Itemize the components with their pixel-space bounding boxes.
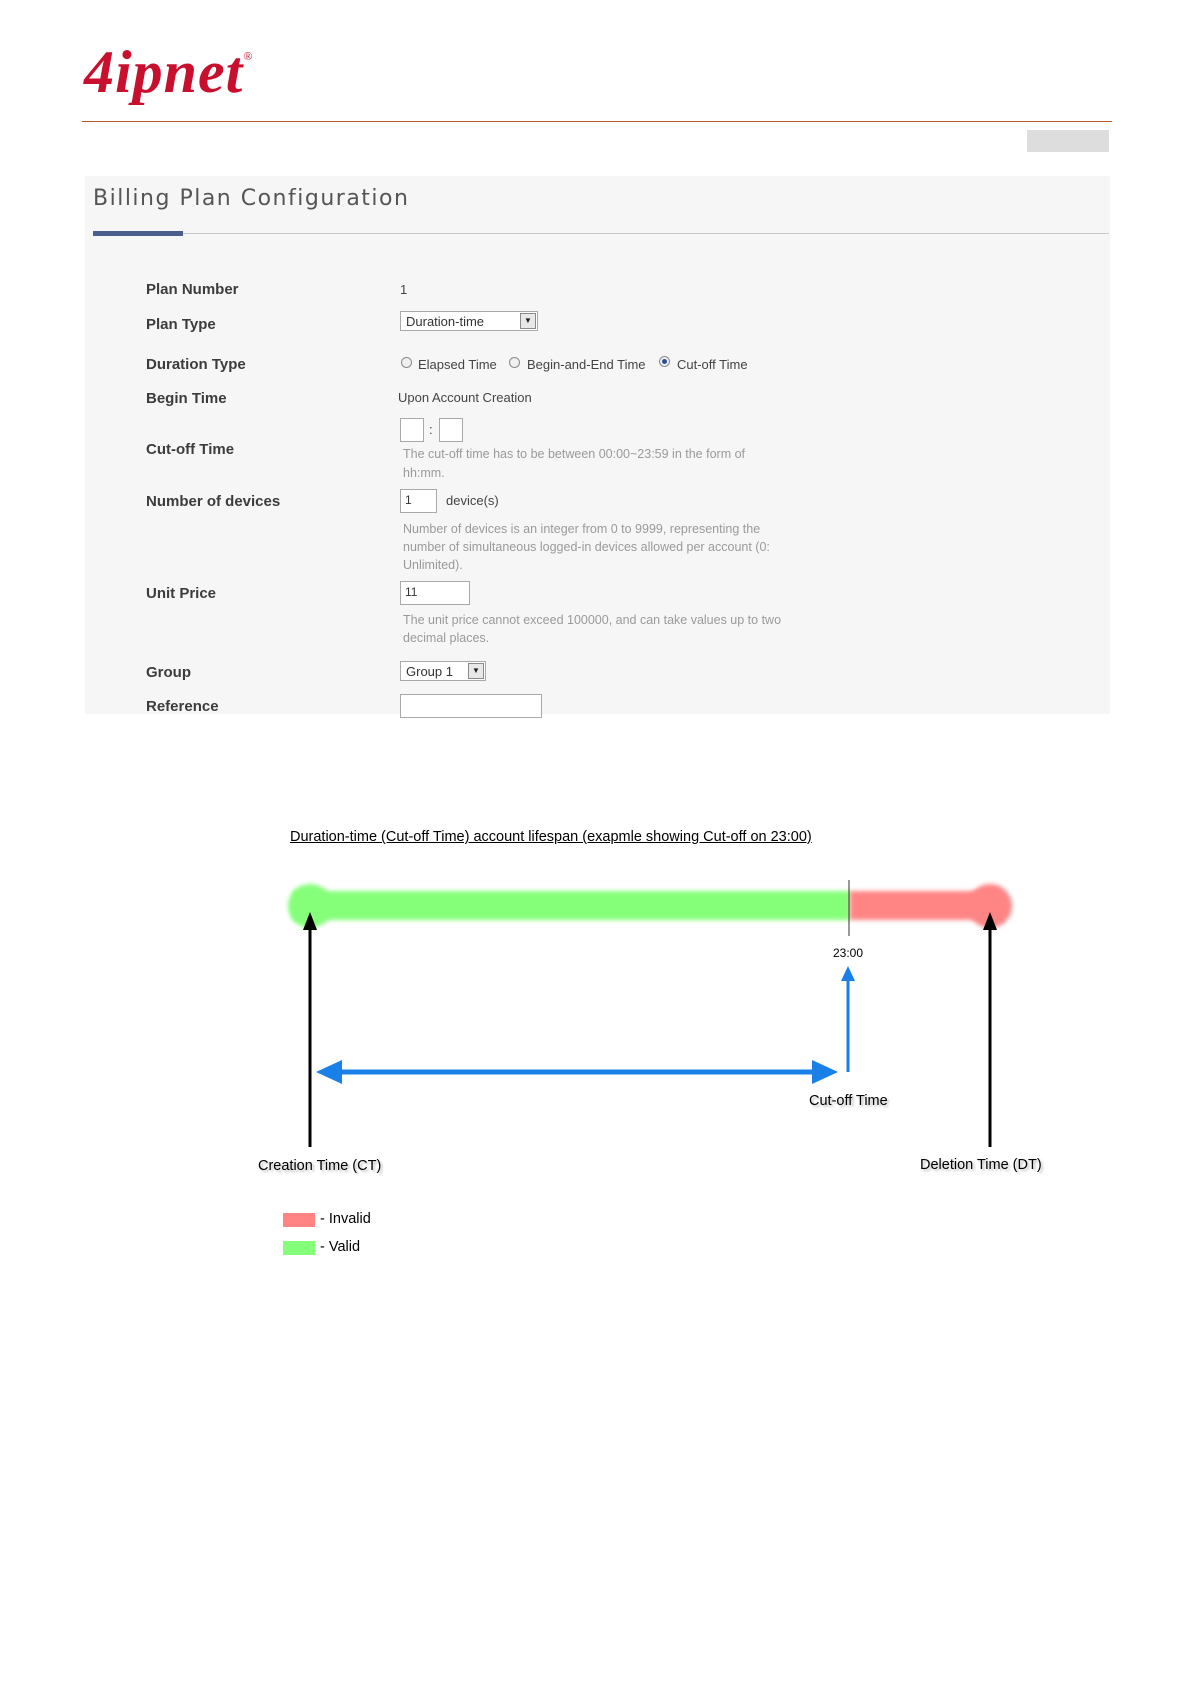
radio-begin-end-time-label: Begin-and-End Time	[527, 357, 646, 372]
cutoff-time-label: Cut-off Time	[146, 441, 235, 458]
cutoff-time-diagram-label: Cut-off Time	[809, 1093, 888, 1109]
unit-price-input[interactable]: 11	[400, 581, 470, 605]
page-title: Billing Plan Configuration	[93, 186, 410, 211]
brand-logo-text: 4ipnet	[84, 39, 244, 105]
devices-input[interactable]: 1	[400, 489, 437, 513]
invalid-bar	[850, 891, 985, 920]
radio-elapsed-time-label: Elapsed Time	[418, 357, 497, 372]
creation-time-label: Creation Time (CT)	[258, 1158, 382, 1174]
cutoff-time-hint-line-1: The cut-off time has to be between 00:00~23:59 in the form of	[403, 447, 745, 461]
plan-type-label: Plan Type	[146, 316, 216, 333]
plan-type-selected: Duration-time	[406, 314, 485, 329]
legend-valid-label: - Valid	[320, 1239, 361, 1255]
chevron-down-icon[interactable]: ▼	[468, 663, 484, 679]
plan-number-label: Plan Number	[146, 281, 239, 298]
legend-valid-swatch	[283, 1241, 315, 1255]
cutoff-time-separator: :	[429, 422, 433, 437]
duration-span-right-head	[812, 1060, 838, 1084]
legend-invalid-label: - Invalid	[320, 1211, 371, 1227]
begin-time-value: Upon Account Creation	[398, 390, 532, 405]
begin-time-label: Begin Time	[146, 390, 227, 407]
chevron-down-icon[interactable]: ▼	[520, 313, 536, 329]
deletion-time-label: Deletion Time (DT)	[920, 1157, 1042, 1173]
cutoff-arrow-head	[841, 966, 855, 981]
radio-cutoff-time-label: Cut-off Time	[677, 357, 748, 372]
unit-price-label: Unit Price	[146, 585, 217, 602]
unit-price-hint-line-2: decimal places.	[403, 631, 490, 645]
diagram-title: Duration-time (Cut-off Time) account lifespan (exapmle showing Cut-off on 23:00)	[290, 829, 812, 845]
legend-invalid-swatch	[283, 1213, 315, 1227]
group-label: Group	[146, 664, 191, 681]
cutoff-time-hint-line-2: hh:mm.	[403, 466, 445, 480]
duration-span-left-head	[316, 1060, 342, 1084]
devices-unit: device(s)	[446, 493, 499, 508]
reference-label: Reference	[146, 698, 219, 715]
registered-mark: ®	[243, 49, 254, 63]
duration-type-label: Duration Type	[146, 356, 246, 373]
devices-label: Number of devices	[146, 493, 281, 510]
devices-hint-line-1: Number of devices is an integer from 0 to 9999, representing the	[403, 522, 761, 536]
plan-number-value: 1	[400, 282, 408, 297]
unit-price-hint-line-1: The unit price cannot exceed 100000, and can take values up to two	[403, 613, 782, 627]
valid-bar	[293, 891, 850, 920]
cutoff-tick-label: 23:00	[833, 946, 864, 960]
devices-hint-line-3: Unlimited).	[403, 558, 463, 572]
devices-hint-line-2: number of simultaneous logged-in devices allowed per account (0:	[403, 540, 770, 554]
group-selected: Group 1	[406, 664, 453, 679]
